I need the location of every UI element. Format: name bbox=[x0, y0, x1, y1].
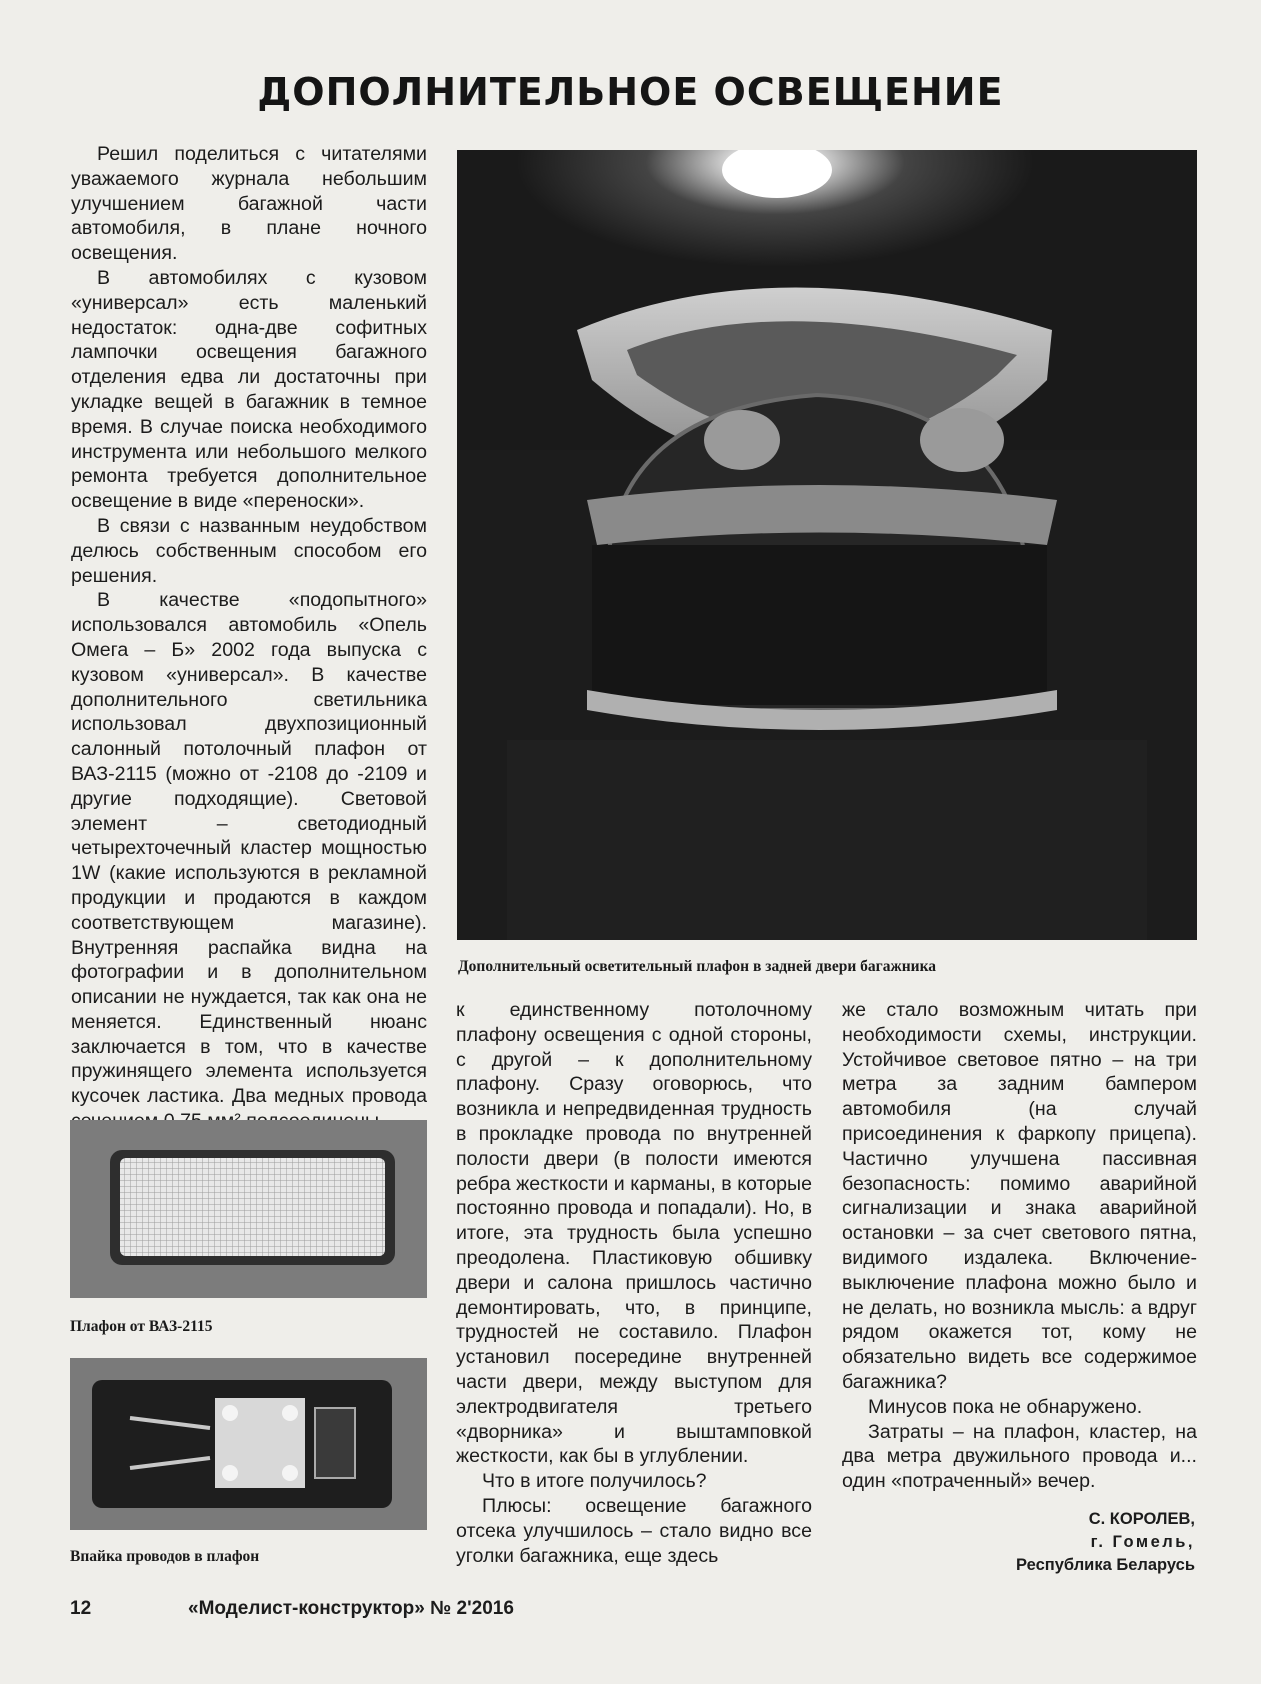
text-column-1 bbox=[71, 142, 427, 1134]
lamp-photo-caption: Плафон от ВАЗ-2115 bbox=[70, 1318, 213, 1335]
paragraph: В качестве «подопытного» использовался автомобиль «Опель Омега – Б» 2002 года выпуска с кузовом «универсал». В качестве дополнительного светильника использовал двухпозиционный салонный потолочный плафон от ВАЗ-2115 (можно от -2108 до -2109 и другие подходящие). Световой элемент – светодиодный четырехточечный кластер мощностью 1W (какие используются в рекламной продукции и продаются в каждом соответствующем магазине). Внутренняя распайка видна на фотографии и в дополнительном описании не нуждается, так как она не меняется. Единственный нюанс заключается в том, что в качестве пружинящего элемента используется кусочек ластика. Два медных провода bbox=[71, 589, 427, 1108]
article-title: ДОПОЛНИТЕЛЬНОЕ ОСВЕЩЕНИЕ bbox=[257, 70, 1004, 114]
text-column-2 bbox=[456, 998, 812, 1568]
author-country: Республика Беларусь bbox=[1016, 1556, 1195, 1574]
wiring-photo bbox=[70, 1358, 427, 1530]
main-photo-caption: Дополнительный осветительный плафон в задней двери багажника bbox=[458, 958, 937, 975]
page-number: 12 bbox=[70, 1598, 92, 1619]
author-signature bbox=[1016, 1508, 1195, 1577]
paragraph: Решил поделиться с читателями уважаемого журнала небольшим улучшением багажной части автомобиля, в плане ночного освещения. bbox=[71, 143, 427, 265]
author-city: г. Гомель, bbox=[1090, 1533, 1195, 1551]
paragraph: Минусов пока не обнаружено. bbox=[868, 1395, 1143, 1418]
paragraph: Затраты – на плафон, кластер, на два метра двужильного провода и... один «потраченный» вечер. bbox=[842, 1420, 1197, 1493]
paragraph: Что в итоге получилось? bbox=[482, 1470, 707, 1493]
lamp-photo bbox=[70, 1120, 427, 1298]
paragraph: же стало возможным читать при необходимости схемы, инструкции. Устойчивое световое пятно – на три метра за задним бампером автомобиля (на случай присоединения к фаркопу прицепа). Частично улучшена пассивная безопасность: помимо аварийной сигнализации и знака аварийной остановки – за счет светового пятна, видимого издалека. Включение-выключение плафона можно было и не делать, но возникла мысль: а вдруг рядом окажется тот, кому не обязательно видеть все содержимое багажника? bbox=[842, 999, 1197, 1393]
author-name: С. КОРОЛЕВ, bbox=[1088, 1510, 1195, 1528]
magazine-issue: «Моделист-конструктор» № 2'2016 bbox=[188, 1598, 514, 1619]
wiring-photo-caption: Впайка проводов в плафон bbox=[70, 1548, 260, 1565]
paragraph: В автомобилях с кузовом «универсал» есть маленький недостаток: одна-две софитных лампочки освещения багажного отделения едва ли достаточны при укладке вещей в багажник в темное время. В случае поиска необходимого инструмента или небольшого мелкого ремонта требуется дополнительное освещение в виде «переноски». bbox=[71, 266, 427, 513]
paragraph: к единственному потолочному плафону освещения с одной стороны, с другой – к дополнительному плафону. Сразу оговорюсь, что возникла и непредвиденная трудность в прокладке провода по внутренней полости двери (в полости имеются ребра жесткости и карманы, в которые постоянно провода и попадали). Но, в итоге, эта трудность была успешно преодолена. Пластиковую обшивку двери и салона пришлось частично демонтировать, что, в принципе, трудностей не составило. Плафон установил посередине внутренней части двери, между выступом для электродвигателя третьего «дворника» и выштамповкой жесткости, как бы в углублении. bbox=[456, 999, 812, 1468]
text-column-3 bbox=[842, 998, 1197, 1494]
main-photo bbox=[457, 150, 1197, 940]
paragraph: Плюсы: освещение багажного отсека улучшилось – стало видно все уголки багажника, еще здесь bbox=[456, 1494, 812, 1567]
paragraph: В связи с названным неудобством делюсь собственным способом его решения. bbox=[71, 514, 427, 587]
